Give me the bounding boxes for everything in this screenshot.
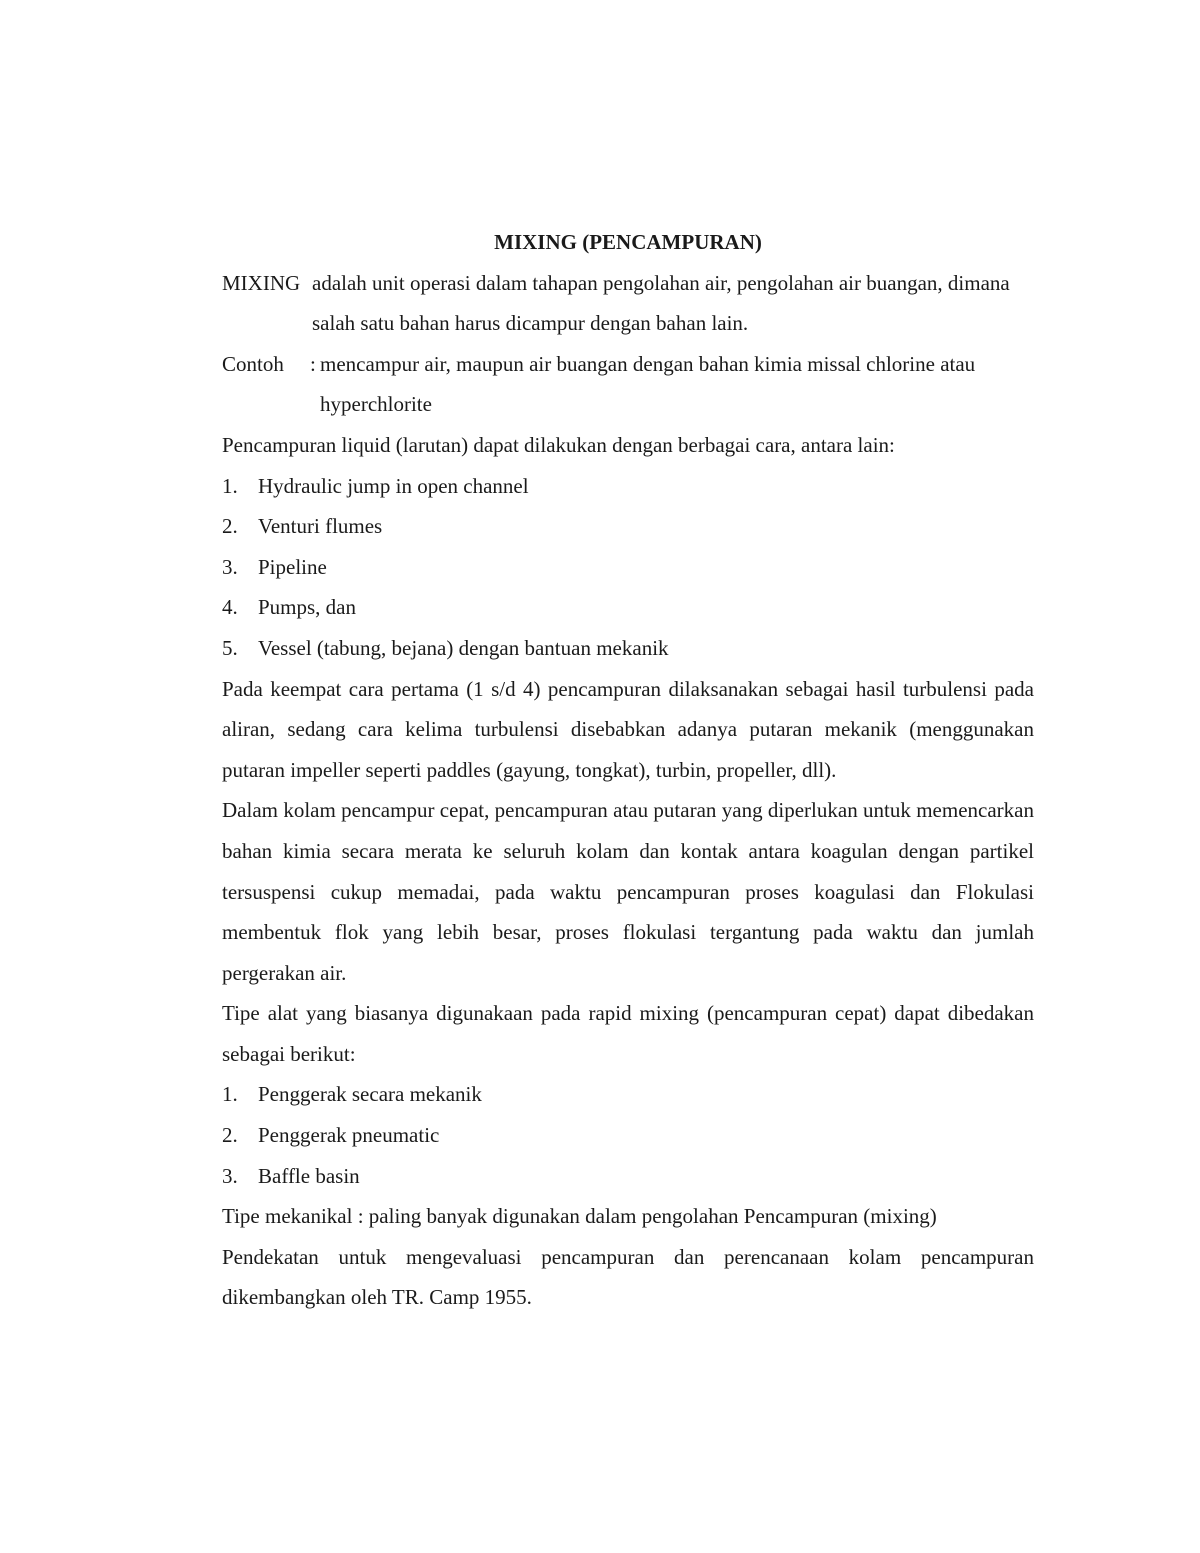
rapid-mix-paragraph: Dalam kolam pencampur cepat, pencampuran atau putaran yang diperlukan untuk memencarkan bahan kimia secara merata ke seluruh kolam dan kontak antara koagulan dengan partikel tersuspensi cukup memadai, pada waktu pencampuran proses koagulasi dan Flokulasi membentuk flok yang lebih besar, proses flokulasi tergantung pada waktu dan jumlah pergerakan air.: [222, 798, 1034, 985]
document-body: [222, 222, 1034, 1318]
types-intro-paragraph: Tipe alat yang biasanya digunakaan pada rapid mixing (pencampuran cepat) dapat dibedakan sebagai berikut:: [222, 1001, 1034, 1066]
list-number: 3.: [222, 1163, 238, 1188]
example-term: Contoh: [222, 351, 284, 376]
list-item: [222, 1156, 1034, 1197]
list-number: 1.: [222, 1082, 238, 1107]
list-text: Pumps, dan: [258, 595, 357, 620]
list-number: 2.: [222, 1123, 238, 1148]
list-item: [222, 1115, 1034, 1156]
list-text: Penggerak secara mekanik: [258, 1082, 482, 1107]
list-number: 1.: [222, 473, 238, 498]
definition-row: [222, 263, 1034, 344]
list-item: [222, 587, 1034, 628]
types-list: [222, 1074, 1034, 1196]
document-title: MIXING (PENCAMPURAN): [494, 230, 762, 254]
list-item: [222, 547, 1034, 588]
example-colon: :: [310, 351, 316, 376]
approach-paragraph: Pendekatan untuk mengevaluasi pencampuran dan perencanaan kolam pencampuran dikembangkan oleh TR. Camp 1955.: [222, 1244, 1034, 1310]
list-text: Baffle basin: [258, 1163, 360, 1188]
list-item: [222, 506, 1034, 547]
list-text: Penggerak pneumatic: [258, 1123, 440, 1148]
list-number: 3.: [222, 554, 238, 579]
intro-liquid-paragraph: Pencampuran liquid (larutan) dapat dilakukan dengan berbagai cara, antara lain:: [222, 432, 895, 457]
list-number: 2.: [222, 514, 238, 539]
list-text: Venturi flumes: [258, 514, 383, 539]
list-item: [222, 466, 1034, 507]
list-number: 5.: [222, 635, 238, 660]
list-text: Pipeline: [258, 554, 327, 579]
list-item: [222, 628, 1034, 669]
turbulence-paragraph: Pada keempat cara pertama (1 s/d 4) pencampuran dilaksanakan sebagai hasil turbulensi pada aliran, sedang cara kelima turbulensi disebabkan adanya putaran mekanik (menggunakan putaran impeller seperti paddles (gayung, tongkat), turbin, propeller, dll).: [222, 676, 1034, 782]
definition-text: adalah unit operasi dalam tahapan pengolahan air, pengolahan air buangan, dimana salah satu bahan harus dicampur dengan bahan lain.: [312, 270, 1010, 336]
example-row: [222, 344, 1034, 425]
methods-list: [222, 466, 1034, 669]
example-text: mencampur air, maupun air buangan dengan bahan kimia missal chlorine atau hyperchlorite: [320, 351, 976, 417]
list-text: Hydraulic jump in open channel: [258, 473, 529, 498]
mechanical-paragraph: Tipe mekanikal : paling banyak digunakan dalam pengolahan Pencampuran (mixing): [222, 1204, 937, 1229]
definition-term: MIXING: [222, 270, 301, 295]
list-number: 4.: [222, 595, 238, 620]
list-text: Vessel (tabung, bejana) dengan bantuan mekanik: [258, 635, 669, 660]
list-item: [222, 1074, 1034, 1115]
